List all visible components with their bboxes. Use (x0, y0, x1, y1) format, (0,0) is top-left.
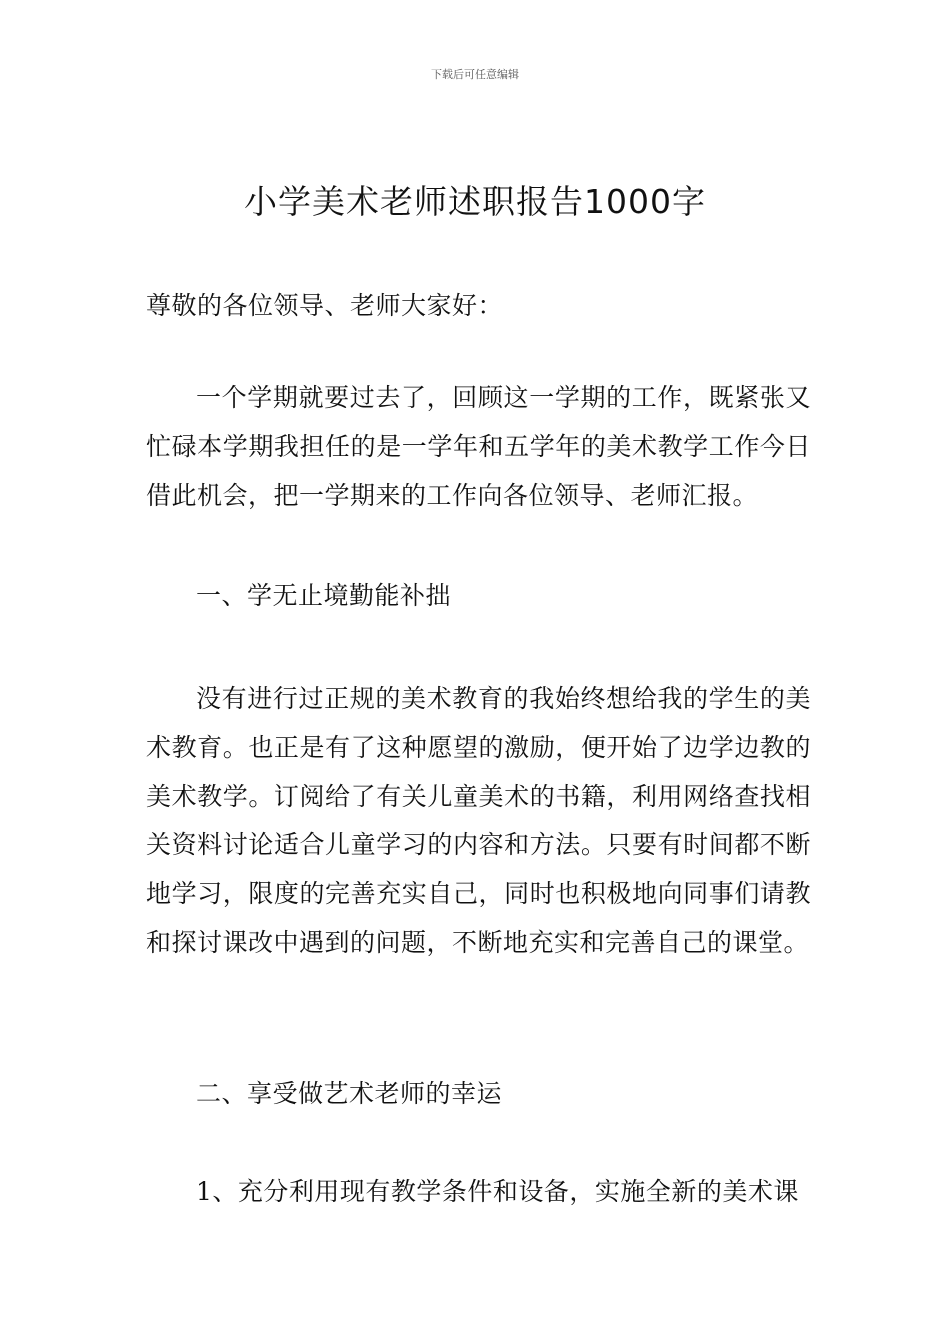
section1-paragraph: 没有进行过正规的美术教育的我始终想给我的学生的美术教育。也正是有了这种愿望的激励，便开始了边学边教的美术教学。订阅给了有关儿童美术的书籍，利用网络查找相关资料讨论适合儿童学习的内容和方法。只要有时间都不断地学习，限度的完善充实自己，同时也积极地向同事们请教和探讨课改中遇到的问题，不断地充实和完善自己的课堂。 (146, 684, 811, 957)
document-title: 小学美术老师述职报告1000字 (244, 182, 706, 221)
section1-heading: 一、学无止境勤能补拙 (196, 581, 452, 610)
intro-paragraph: 一个学期就要过去了，回顾这一学期的工作，既紧张又忙碌本学期我担任的是一学年和五学年的美术教学工作今日借此机会，把一学期来的工作向各位领导、老师汇报。 (146, 383, 811, 510)
section2-item1: 1、充分利用现有教学条件和设备，实施全新的美术课 (196, 1177, 799, 1206)
section2-heading: 二、享受做艺术老师的幸运 (196, 1079, 503, 1108)
header-note: 下载后可任意编辑 (431, 68, 519, 81)
greeting: 尊敬的各位领导、老师大家好： (146, 291, 504, 320)
